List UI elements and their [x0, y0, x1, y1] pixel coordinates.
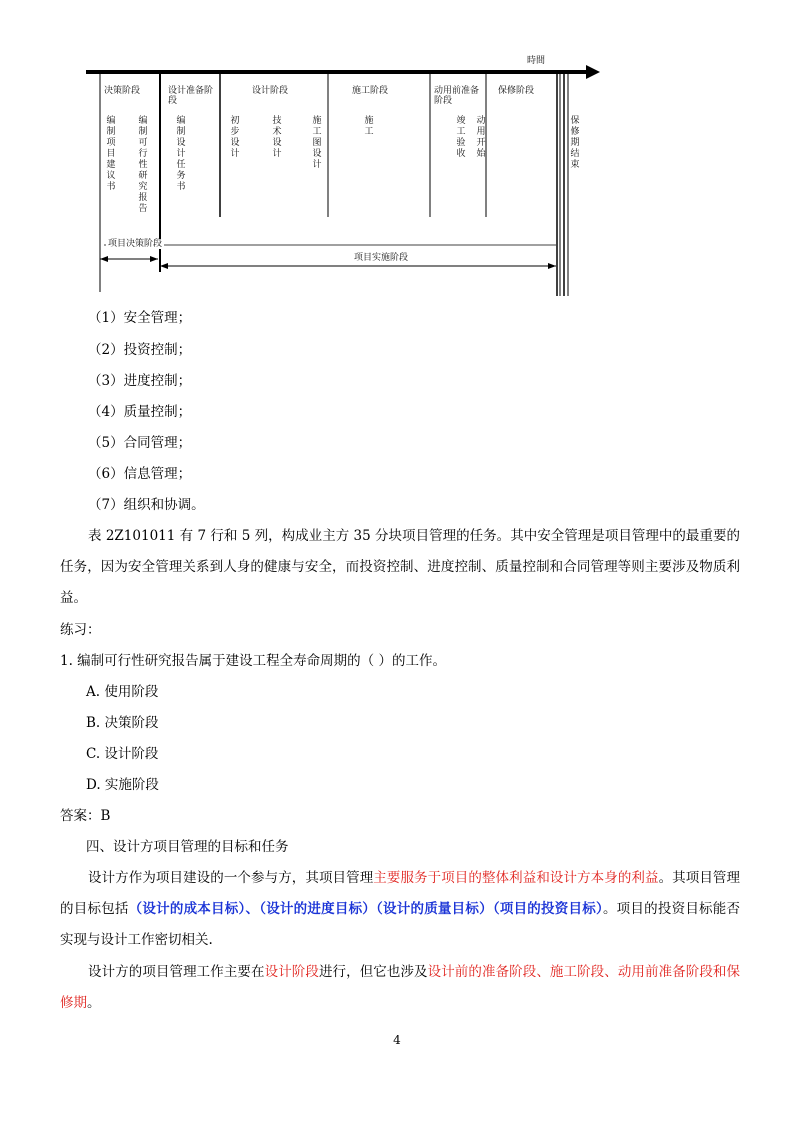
column-label: 编 制 项 目 建 议 书: [106, 116, 116, 192]
para2-text: 。其项目管理的目标包括: [60, 870, 741, 917]
para2-text: 。项目的投资目标能否实现与设计工作密切相关.: [60, 901, 741, 948]
section-title: 四、设计方项目管理的目标和任务: [86, 839, 289, 855]
page-number: 4: [393, 1033, 401, 1047]
para3-highlight: 设计阶段: [264, 964, 319, 980]
list-item: （1）安全管理；: [88, 310, 192, 326]
paragraph-designer-tasks: [60, 957, 740, 1019]
list-item: （5）合同管理；: [88, 435, 192, 451]
question-text: 1. 编制可行性研究报告属于建设工程全寿命周期的（ ）的工作。: [60, 653, 446, 669]
para3-highlight: 设计前的准备阶段、施工阶段、动用前准备阶段和保修期: [60, 964, 741, 1011]
para3-text: 。: [87, 995, 101, 1011]
para2-text: 设计方作为项目建设的一个参与方，其项目管理: [88, 870, 374, 886]
paragraph-designer-goals: [60, 863, 740, 956]
list-item: （6）信息管理；: [88, 466, 192, 482]
para2-highlight: 主要服务于项目的整体利益和设计方本身的利益: [373, 870, 659, 886]
column-label: 施 工 图 设 计: [312, 116, 322, 170]
column-label: 施 工: [364, 116, 374, 137]
option-b: B. 决策阶段: [86, 715, 159, 731]
practice-heading: 练习：: [60, 622, 101, 638]
list-item: （7）组织和协调。: [88, 497, 205, 513]
phase-header-design-prep: 设计准备阶段: [168, 86, 214, 106]
column-label: 保 修 期 结 束: [570, 116, 580, 170]
list-item: （3）进度控制；: [88, 373, 192, 389]
implementation-stage-label: 项目实施阶段: [354, 253, 409, 263]
list-item: （2）投资控制；: [88, 342, 192, 358]
phase-header-construction: 施工阶段: [352, 86, 389, 96]
answer-text: 答案：B: [60, 808, 111, 824]
column-label: 竣 工 验 收: [456, 116, 466, 159]
phase-header-design: 设计阶段: [252, 86, 289, 96]
phase-header-decision: 决策阶段: [104, 86, 141, 96]
option-a: A. 使用阶段: [86, 684, 159, 700]
lifecycle-diagram: [80, 52, 600, 300]
column-label: 初 步 设 计: [230, 116, 240, 159]
decision-stage-label: 项目决策阶段: [108, 239, 163, 249]
column-label: 动 用 开 始: [476, 116, 486, 159]
column-label: 技 术 设 计: [272, 116, 282, 159]
option-c: C. 设计阶段: [86, 746, 159, 762]
column-label: 编 制 可 行 性 研 究 报 告: [138, 116, 148, 214]
phase-header-warranty: 保修阶段: [498, 86, 535, 96]
option-d: D. 实施阶段: [86, 777, 159, 793]
phase-header-pre-use: 动用前准备阶段: [434, 86, 480, 106]
paragraph-table-description: 表 2Z101011 有 7 行和 5 列，构成业主方 35 分块项目管理的任务。其中安全管理是项目管理中的最重要的任务，因为安全管理关系到人身的健康与安全，而投资控制、进度控制、质量控制和合同管理等则主要涉及物质利益。: [60, 528, 740, 606]
column-label: 编 制 设 计 任 务 书: [176, 116, 186, 192]
para2-goals-list: （设计的成本目标）、（设计的进度目标）（设计的质量目标）（项目的投资目标）: [128, 901, 603, 917]
list-item: （4）质量控制；: [88, 404, 192, 420]
time-axis-label: 時間: [527, 56, 546, 66]
para3-text: 进行，但它也涉及: [318, 964, 428, 980]
para3-text: 设计方的项目管理工作主要在: [88, 964, 265, 980]
